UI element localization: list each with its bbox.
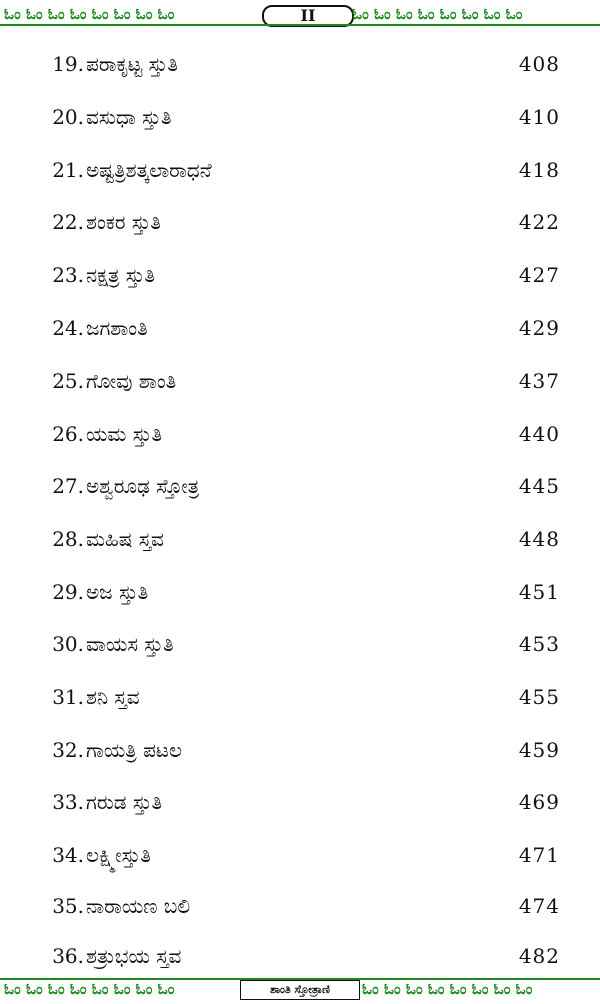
- toc-entry[interactable]: [0, 886, 600, 926]
- toc-entry[interactable]: [0, 202, 600, 242]
- entry-title: ನಕ್ಷತ್ರ ಸ್ತುತಿ: [86, 263, 156, 287]
- header-band: [0, 4, 600, 26]
- entry-page: 459: [518, 738, 560, 762]
- toc-entry[interactable]: [0, 572, 600, 612]
- footer-band: [0, 979, 600, 1001]
- toc-entry[interactable]: [0, 936, 600, 976]
- entry-page: 482: [518, 944, 560, 968]
- entry-page: 448: [518, 527, 560, 551]
- entry-number: 31.: [52, 685, 84, 709]
- entry-title: ಗರುಡ ಸ್ತುತಿ: [86, 790, 163, 814]
- toc-entry[interactable]: [0, 730, 600, 770]
- entry-page: 408: [518, 52, 560, 76]
- entry-number: 35.: [52, 894, 84, 918]
- footer-om-border-right: ಓಂ ಓಂ ಓಂ ಓಂ ಓಂ ಓಂ ಓಂ ಓಂ: [362, 980, 533, 998]
- entry-number: 20.: [52, 105, 84, 129]
- entry-page: 410: [518, 105, 560, 129]
- toc-entry[interactable]: [0, 677, 600, 717]
- entry-title: ಶನಿ ಸ್ತವ: [86, 685, 140, 709]
- entry-number: 19.: [52, 52, 84, 76]
- toc-entry[interactable]: [0, 361, 600, 401]
- entry-page: 453: [518, 632, 560, 656]
- entry-number: 32.: [52, 738, 84, 762]
- entry-title: ಮಹಿಷ ಸ್ತವ: [86, 527, 164, 551]
- entry-title: ವಾಯಸ ಸ್ತುತಿ: [86, 632, 174, 656]
- entry-page: 418: [518, 158, 560, 182]
- toc-entry[interactable]: [0, 255, 600, 295]
- entry-number: 22.: [52, 210, 84, 234]
- entry-page: 437: [518, 369, 560, 393]
- entry-title: ಪರಾಕೃಟ್ಟ ಸ್ತುತಿ: [86, 52, 178, 76]
- entry-title: ಶಂಕರ ಸ್ತುತಿ: [86, 210, 162, 234]
- entry-number: 21.: [52, 158, 84, 182]
- entry-page: 451: [518, 580, 560, 604]
- entry-title: ಲಕ್ಷ್ಮೀಸ್ತುತಿ: [86, 843, 151, 867]
- entry-title: ಅಶ್ವರೂಢ ಸ್ತೋತ್ರ: [86, 474, 200, 498]
- toc-entry[interactable]: [0, 308, 600, 348]
- entry-number: 30.: [52, 632, 84, 656]
- toc-entry[interactable]: [0, 519, 600, 559]
- entry-title: ಜಗಶಾಂತಿ: [86, 316, 148, 340]
- entry-page: 455: [518, 685, 560, 709]
- entry-page: 422: [518, 210, 560, 234]
- entry-number: 33.: [52, 790, 84, 814]
- entry-page: 469: [518, 790, 560, 814]
- entry-number: 36.: [52, 944, 84, 968]
- entry-page: 427: [518, 263, 560, 287]
- toc-entry[interactable]: [0, 466, 600, 506]
- entry-title: ಯಮ ಸ್ತುತಿ: [86, 422, 163, 446]
- entry-title: ಗೋವು ಶಾಂತಿ: [86, 369, 177, 393]
- entry-page: 474: [518, 894, 560, 918]
- entry-title: ವಸುಧಾ ಸ್ತುತಿ: [86, 105, 172, 129]
- toc-entry[interactable]: [0, 782, 600, 822]
- toc-entry[interactable]: [0, 150, 600, 190]
- entry-title: ನಾರಾಯಣ ಬಲಿ: [86, 894, 191, 918]
- toc-entry[interactable]: [0, 835, 600, 875]
- entry-page: 471: [518, 843, 560, 867]
- entry-page: 440: [518, 422, 560, 446]
- entry-number: 24.: [52, 316, 84, 340]
- entry-number: 23.: [52, 263, 84, 287]
- book-title-label: ಶಾಂತಿ ಸ್ತೋತ್ರಾಣಿ: [240, 980, 360, 1000]
- entry-number: 29.: [52, 580, 84, 604]
- header-om-border-right: ಓಂ ಓಂ ಓಂ ಓಂ ಓಂ ಓಂ ಓಂ ಓಂ: [352, 5, 523, 23]
- entry-number: 34.: [52, 843, 84, 867]
- toc-entry[interactable]: [0, 97, 600, 137]
- entry-number: 26.: [52, 422, 84, 446]
- page-number-roman: II: [262, 5, 354, 27]
- header-om-border-left: ಓಂ ಓಂ ಓಂ ಓಂ ಓಂ ಓಂ ಓಂ ಓಂ: [4, 5, 175, 23]
- toc-entry[interactable]: [0, 414, 600, 454]
- entry-number: 28.: [52, 527, 84, 551]
- toc-entry[interactable]: [0, 624, 600, 664]
- entry-title: ಅಷ್ಟತ್ರಿಶತ್ಕಲಾರಾಧನೆ: [86, 158, 212, 182]
- entry-title: ಗಾಯತ್ರಿ ಪಟಲ: [86, 738, 182, 762]
- entry-number: 27.: [52, 474, 84, 498]
- entry-page: 429: [518, 316, 560, 340]
- entry-number: 25.: [52, 369, 84, 393]
- footer-om-border-left: ಓಂ ಓಂ ಓಂ ಓಂ ಓಂ ಓಂ ಓಂ ಓಂ: [4, 980, 175, 998]
- header-rule: [0, 24, 600, 26]
- entry-title: ಶತ್ರುಭಯ ಸ್ತವ: [86, 944, 182, 968]
- entry-page: 445: [518, 474, 560, 498]
- toc-entry[interactable]: [0, 44, 600, 84]
- entry-title: ಅಜ ಸ್ತುತಿ: [86, 580, 149, 604]
